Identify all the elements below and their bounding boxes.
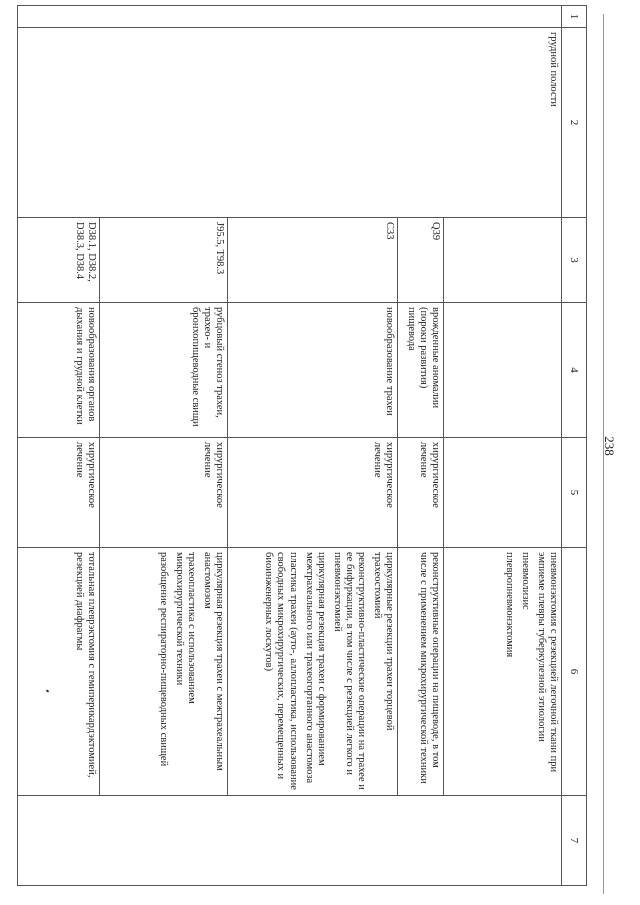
cell-col6 — [398, 548, 444, 796]
procedure-text: реконструктивные операции на пищеводе, в том числе с применением микрохирургической техники — [417, 552, 441, 784]
cell-col2: грудной полости — [18, 28, 562, 218]
procedure-text: тотальная плеврэктомия с гемиперикардэктомией, резекцией диафрагмы — [73, 552, 97, 778]
cell-col5: хирургическое лечение — [100, 438, 228, 548]
cell-col5: хирургическое лечение — [18, 438, 100, 548]
column-number-3: 3 — [562, 218, 587, 303]
cell-col4: рубцовый стеноз трахеи, трахео- и бронхопищеводные свищи — [100, 303, 228, 438]
procedure-text: разобщение респираторно-пищеводных свищей — [157, 552, 169, 767]
procedure-text: циркулярные резекции трахеи торцевой трахеостомией — [371, 552, 395, 731]
cell-col3: C33 — [228, 218, 398, 303]
cell-col5: хирургическое лечение — [398, 438, 444, 548]
column-number-7: 7 — [562, 796, 587, 886]
cell-col3: J95.5, T98.3 — [100, 218, 228, 303]
cell-col6 — [444, 548, 562, 796]
cell-col4: новообразования органов дыхания и грудной клетки — [18, 303, 100, 438]
cell-col3: Q39 — [398, 218, 444, 303]
procedure-text: пневмолизис — [519, 552, 531, 610]
cell-col6 — [18, 548, 100, 796]
column-number-6: 6 — [562, 548, 587, 796]
procedure-text: трахеопластика с использованием микрохирургической техники — [173, 552, 197, 704]
procedure-text: циркулярная резекция трахеи с формированием межтрахеального или трахеогортанного анастомоза — [303, 552, 327, 784]
cell-col7 — [18, 796, 562, 886]
procedure-text: пневмонэктомия с резекцией легочной ткани при эмпиеме плевры туберкулезной этиологии — [535, 552, 559, 773]
cell-col1 — [18, 6, 562, 28]
cell-col6 — [228, 548, 398, 796]
procedure-text: плевропневмонэктомия — [503, 552, 515, 658]
column-number-2: 2 — [562, 28, 587, 218]
procedure-text: реконструктивно-пластические операции на трахее и ее бифуркации, в том числе с резекцией легкого и пневмонэктомией — [331, 552, 367, 790]
table-row — [444, 6, 562, 886]
cell-col5: хирургическое лечение — [228, 438, 398, 548]
column-number-5: 5 — [562, 438, 587, 548]
procedure-text: пластика трахеи (ауто-, аллопластика, использование свободных микрохирургических, перемещенных и биоинженерных лоскутов) — [263, 552, 299, 790]
header-row — [562, 6, 587, 886]
column-number-1: 1 — [562, 6, 587, 28]
column-number-4: 4 — [562, 303, 587, 438]
cell-col4: врожденные аномалии (пороки развития) пищевода — [398, 303, 444, 438]
procedure-text: циркулярная резекция трахеи с межтрахеальным анастомозом — [201, 552, 225, 771]
rotated-table-wrapper — [17, 5, 587, 885]
cell-col5 — [444, 438, 562, 548]
cell-col3: D38.1, D38.2, D38.3, D38.4 — [18, 218, 100, 303]
cell-col4: новообразование трахеи — [228, 303, 398, 438]
page-number: 238 — [602, 436, 617, 456]
cell-col6 — [100, 548, 228, 796]
procedures-table — [17, 5, 587, 886]
cell-col3 — [444, 218, 562, 303]
cell-col4 — [444, 303, 562, 438]
